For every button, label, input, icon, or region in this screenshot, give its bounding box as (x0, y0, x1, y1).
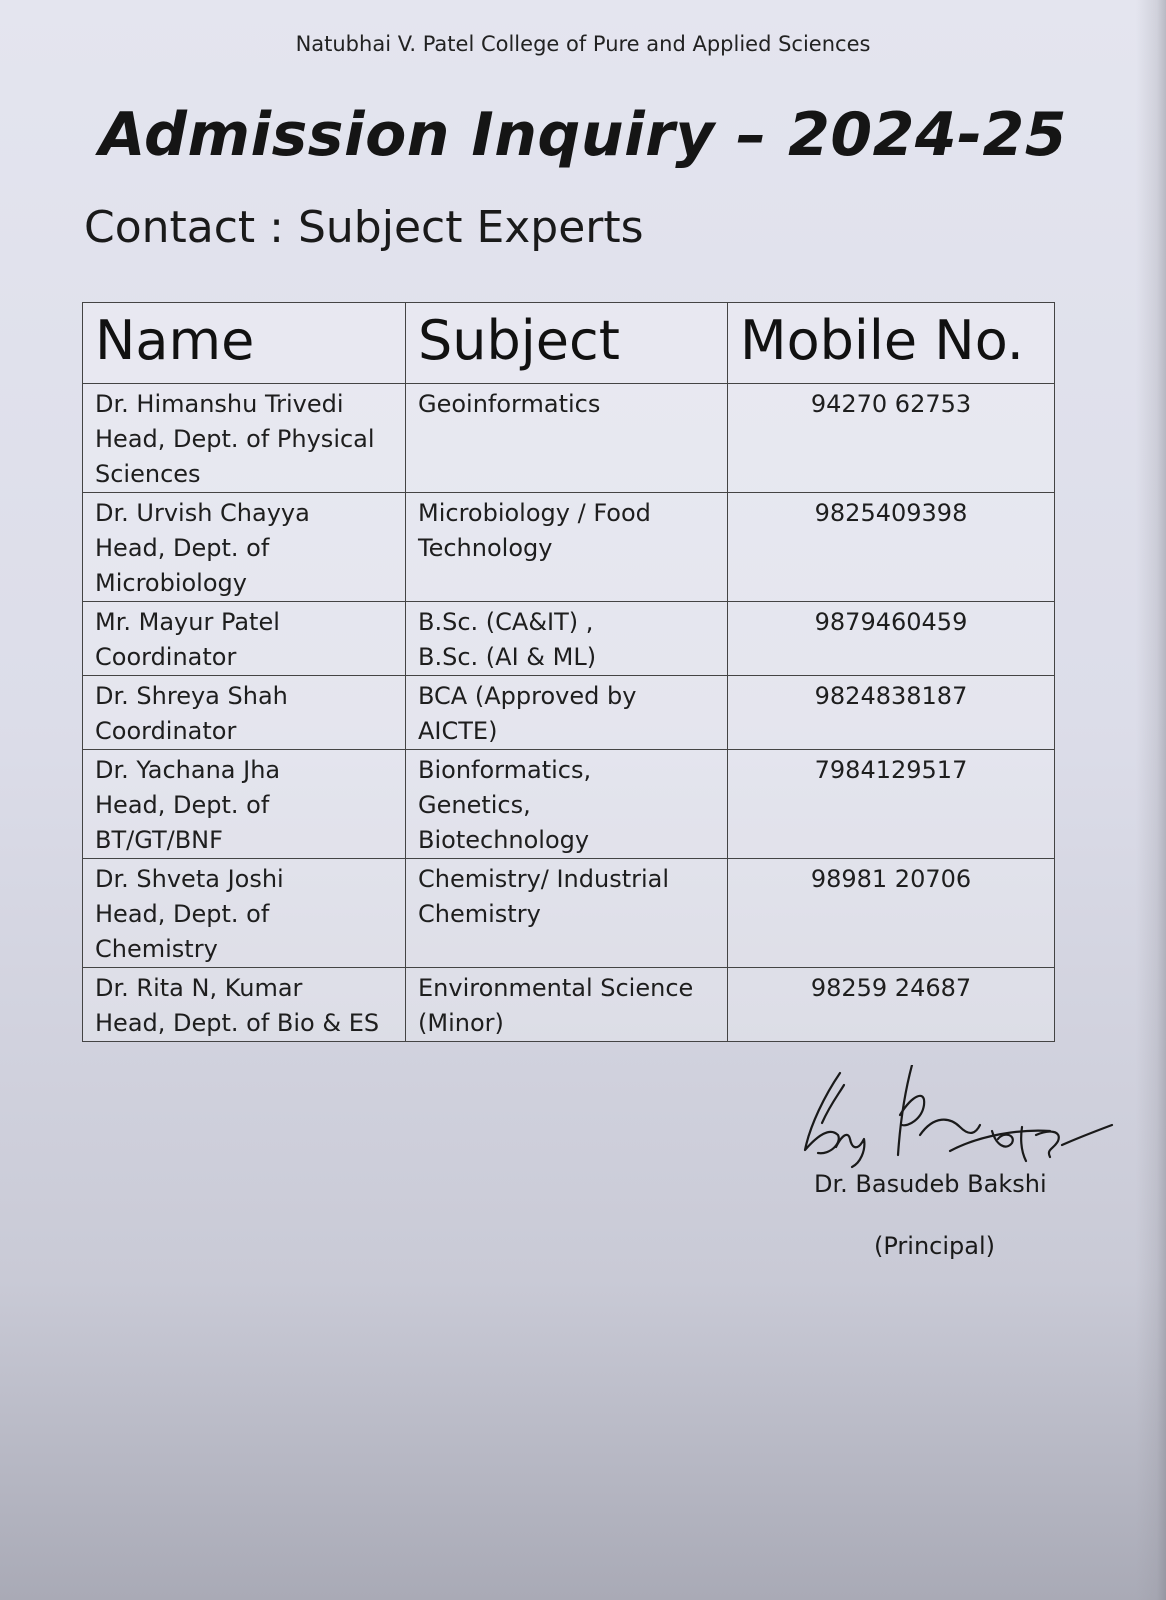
table-row (83, 384, 1055, 493)
expert-designation: Coordinator (95, 643, 237, 671)
subject-text: Genetics, (418, 791, 531, 819)
column-header-subject: Subject (406, 303, 728, 384)
subject-cell (406, 384, 728, 493)
expert-name: Mr. Mayur Patel (95, 608, 280, 636)
name-cell (83, 384, 406, 493)
expert-name: Dr. Yachana Jha (95, 756, 281, 784)
mobile-cell: 9824838187 (728, 676, 1055, 750)
subject-text: Chemistry/ Industrial (418, 865, 670, 893)
name-cell (83, 859, 406, 968)
table-row (83, 750, 1055, 859)
subject-text: Geoinformatics (418, 390, 601, 418)
expert-designation: Head, Dept. of Physical (95, 425, 375, 453)
name-cell (83, 750, 406, 859)
name-cell (83, 968, 406, 1042)
expert-name: Dr. Shveta Joshi (95, 865, 284, 893)
expert-designation: Microbiology (95, 569, 247, 597)
expert-name: Dr. Himanshu Trivedi (95, 390, 344, 418)
mobile-cell: 7984129517 (728, 750, 1055, 859)
expert-designation: Head, Dept. of Bio & ES (95, 1009, 380, 1037)
signatory-role: (Principal) (874, 1232, 995, 1260)
subject-text: Microbiology / Food (418, 499, 651, 527)
subject-cell (406, 859, 728, 968)
contact-heading: Contact : Subject Experts (84, 202, 644, 253)
name-cell (83, 493, 406, 602)
table-row (83, 676, 1055, 750)
expert-designation: Head, Dept. of Chemistry (95, 900, 270, 963)
subject-text: B.Sc. (AI & ML) (418, 643, 597, 671)
table-row (83, 968, 1055, 1042)
table-header-row (83, 303, 1055, 384)
table-row (83, 602, 1055, 676)
column-header-name: Name (83, 303, 406, 384)
subject-cell (406, 968, 728, 1042)
table-row (83, 859, 1055, 968)
subject-text: Bionformatics, (418, 756, 592, 784)
subject-cell (406, 493, 728, 602)
subject-text: Technology (418, 534, 553, 562)
table-row (83, 493, 1055, 602)
subject-text: B.Sc. (CA&IT) , (418, 608, 594, 636)
subject-text: (Minor) (418, 1009, 504, 1037)
mobile-cell: 9879460459 (728, 602, 1055, 676)
subject-cell (406, 602, 728, 676)
mobile-cell: 98259 24687 (728, 968, 1055, 1042)
subject-experts-table (82, 302, 1055, 1042)
expert-name: Dr. Urvish Chayya (95, 499, 310, 527)
expert-designation: Head, Dept. of (95, 534, 270, 562)
mobile-cell: 98981 20706 (728, 859, 1055, 968)
mobile-cell: 94270 62753 (728, 384, 1055, 493)
expert-designation: Head, Dept. of (95, 791, 270, 819)
expert-name: Dr. Shreya Shah (95, 682, 288, 710)
expert-designation: BT/GT/BNF (95, 826, 223, 854)
subject-cell (406, 750, 728, 859)
expert-designation: Sciences (95, 460, 201, 488)
subject-text: Chemistry (418, 900, 541, 928)
page-title: Admission Inquiry – 2024-25 (98, 100, 1068, 170)
subject-text: Environmental Science (418, 974, 694, 1002)
expert-name: Dr. Rita N, Kumar (95, 974, 303, 1002)
subject-text: BCA (Approved by AICTE) (418, 682, 637, 745)
name-cell (83, 676, 406, 750)
expert-designation: Coordinator (95, 717, 237, 745)
mobile-cell: 9825409398 (728, 493, 1055, 602)
college-name: Natubhai V. Patel College of Pure and Applied Sciences (295, 32, 871, 56)
subject-cell (406, 676, 728, 750)
signatory-name: Dr. Basudeb Bakshi (814, 1170, 1047, 1198)
subject-text: Biotechnology (418, 826, 590, 854)
column-header-mobile: Mobile No. (728, 303, 1055, 384)
page-edge-shadow (1136, 0, 1166, 1600)
name-cell (83, 602, 406, 676)
